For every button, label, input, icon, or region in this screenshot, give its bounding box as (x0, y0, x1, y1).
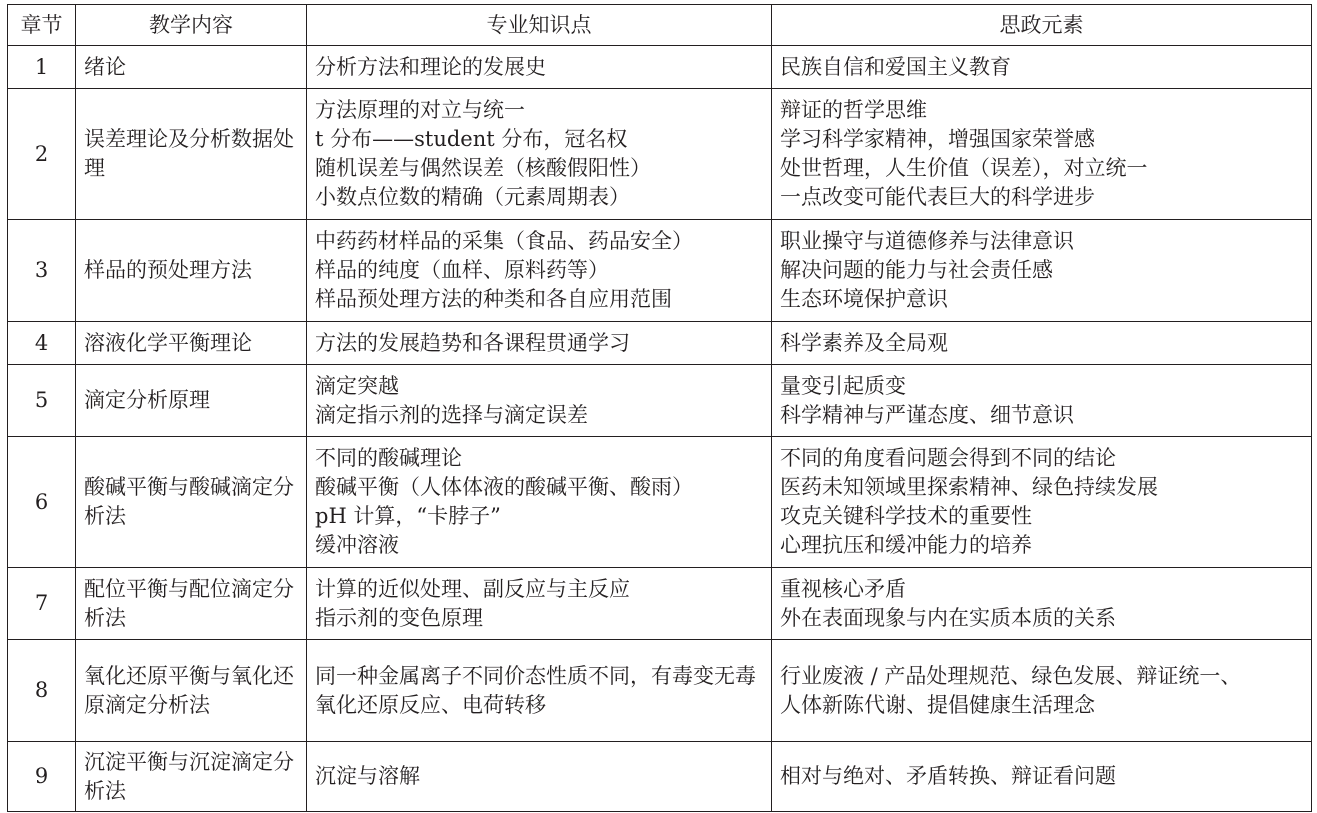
chapter-number: 7 (8, 568, 76, 640)
knowledge-points (307, 220, 772, 322)
ideological-line: 相对与绝对、矛盾转换、辩证看问题 (780, 764, 1116, 788)
header-row (8, 5, 1312, 46)
chapter-number: 4 (8, 322, 76, 365)
knowledge-line: 中药药材样品的采集（食品、药品安全） (315, 229, 693, 253)
ideological-elements (772, 365, 1312, 437)
knowledge-points (307, 46, 772, 89)
table-row (8, 220, 1312, 322)
knowledge-line: 小数点位数的精确（元素周期表） (315, 185, 630, 209)
ideological-line: 一点改变可能代表巨大的科学进步 (780, 185, 1095, 209)
knowledge-line: 同一种金属离子不同价态性质不同，有毒变无毒 (315, 663, 756, 688)
header-chapter: 章节 (8, 5, 76, 46)
teaching-content: 样品的预处理方法 (76, 220, 307, 322)
chapter-number: 3 (8, 220, 76, 322)
ideological-line: 医药未知领域里探索精神、绿色持续发展 (780, 475, 1158, 499)
chapter-number: 8 (8, 640, 76, 742)
knowledge-line: 方法原理的对立与统一 (315, 98, 525, 122)
knowledge-line: pH 计算，“卡脖子” (315, 504, 501, 528)
knowledge-line: 滴定突越 (315, 373, 399, 398)
ideological-elements (772, 46, 1312, 89)
ideological-line: 科学素养及全局观 (780, 330, 948, 355)
knowledge-line: t 分布——student 分布，冠名权 (315, 127, 628, 151)
chapter-number: 1 (8, 46, 76, 89)
header-knowledge: 专业知识点 (307, 5, 772, 46)
ideological-line: 科学精神与严谨态度、细节意识 (780, 402, 1074, 427)
ideological-elements (772, 568, 1312, 640)
knowledge-line: 随机误差与偶然误差（核酸假阳性） (315, 156, 651, 180)
knowledge-line: 指示剂的变色原理 (315, 605, 483, 630)
knowledge-line: 样品的纯度（血样、原料药等） (315, 258, 609, 282)
chapter-number: 9 (8, 742, 76, 812)
ideological-line: 职业操守与道德修养与法律意识 (780, 229, 1074, 253)
knowledge-points (307, 437, 772, 568)
knowledge-line: 缓冲溶液 (315, 533, 399, 557)
table-row (8, 322, 1312, 365)
knowledge-line: 氧化还原反应、电荷转移 (315, 692, 546, 717)
ideological-line: 学习科学家精神，增强国家荣誉感 (780, 127, 1095, 151)
ideological-line: 攻克关键科学技术的重要性 (780, 504, 1032, 528)
ideological-line: 量变引起质变 (780, 373, 906, 398)
ideological-line: 人体新陈代谢、提倡健康生活理念 (780, 692, 1095, 717)
ideological-line: 民族自信和爱国主义教育 (780, 54, 1011, 79)
ideological-elements (772, 640, 1312, 742)
table-row (8, 437, 1312, 568)
ideological-elements (772, 322, 1312, 365)
knowledge-line: 酸碱平衡（人体体液的酸碱平衡、酸雨） (315, 475, 693, 499)
teaching-content: 误差理论及分析数据处理 (76, 89, 307, 220)
knowledge-points (307, 365, 772, 437)
knowledge-points (307, 568, 772, 640)
knowledge-line: 计算的近似处理、副反应与主反应 (315, 576, 630, 601)
ideological-elements (772, 89, 1312, 220)
knowledge-line: 不同的酸碱理论 (315, 446, 462, 470)
knowledge-line: 分析方法和理论的发展史 (315, 54, 546, 79)
curriculum-table (7, 4, 1312, 812)
chapter-number: 6 (8, 437, 76, 568)
knowledge-points (307, 89, 772, 220)
ideological-line: 外在表面现象与内在实质本质的关系 (780, 605, 1116, 630)
table-row (8, 365, 1312, 437)
table-row (8, 568, 1312, 640)
teaching-content: 氧化还原平衡与氧化还原滴定分析法 (76, 640, 307, 742)
ideological-line: 处世哲理，人生价值（误差），对立统一 (780, 156, 1148, 180)
chapter-number: 5 (8, 365, 76, 437)
teaching-content: 酸碱平衡与酸碱滴定分析法 (76, 437, 307, 568)
teaching-content: 配位平衡与配位滴定分析法 (76, 568, 307, 640)
knowledge-points (307, 640, 772, 742)
ideological-line: 生态环境保护意识 (780, 287, 948, 311)
chapter-number: 2 (8, 89, 76, 220)
table-row (8, 89, 1312, 220)
header-ideological: 思政元素 (772, 5, 1312, 46)
teaching-content: 溶液化学平衡理论 (76, 322, 307, 365)
knowledge-points (307, 322, 772, 365)
ideological-elements (772, 437, 1312, 568)
ideological-line: 辩证的哲学思维 (780, 98, 927, 122)
table-row (8, 742, 1312, 812)
ideological-line: 解决问题的能力与社会责任感 (780, 258, 1053, 282)
teaching-content: 沉淀平衡与沉淀滴定分析法 (76, 742, 307, 812)
ideological-line: 不同的角度看问题会得到不同的结论 (780, 446, 1116, 470)
knowledge-points (307, 742, 772, 812)
table-row (8, 640, 1312, 742)
knowledge-line: 沉淀与溶解 (315, 764, 420, 788)
knowledge-line: 样品预处理方法的种类和各自应用范围 (315, 287, 672, 311)
teaching-content: 绪论 (76, 46, 307, 89)
table-row (8, 46, 1312, 89)
header-content: 教学内容 (76, 5, 307, 46)
ideological-elements (772, 220, 1312, 322)
ideological-line: 重视核心矛盾 (780, 576, 906, 601)
knowledge-line: 滴定指示剂的选择与滴定误差 (315, 402, 588, 427)
ideological-line: 心理抗压和缓冲能力的培养 (780, 533, 1032, 557)
ideological-elements (772, 742, 1312, 812)
ideological-line: 行业废液 / 产品处理规范、绿色发展、辩证统一、 (780, 663, 1242, 688)
knowledge-line: 方法的发展趋势和各课程贯通学习 (315, 330, 630, 355)
teaching-content: 滴定分析原理 (76, 365, 307, 437)
